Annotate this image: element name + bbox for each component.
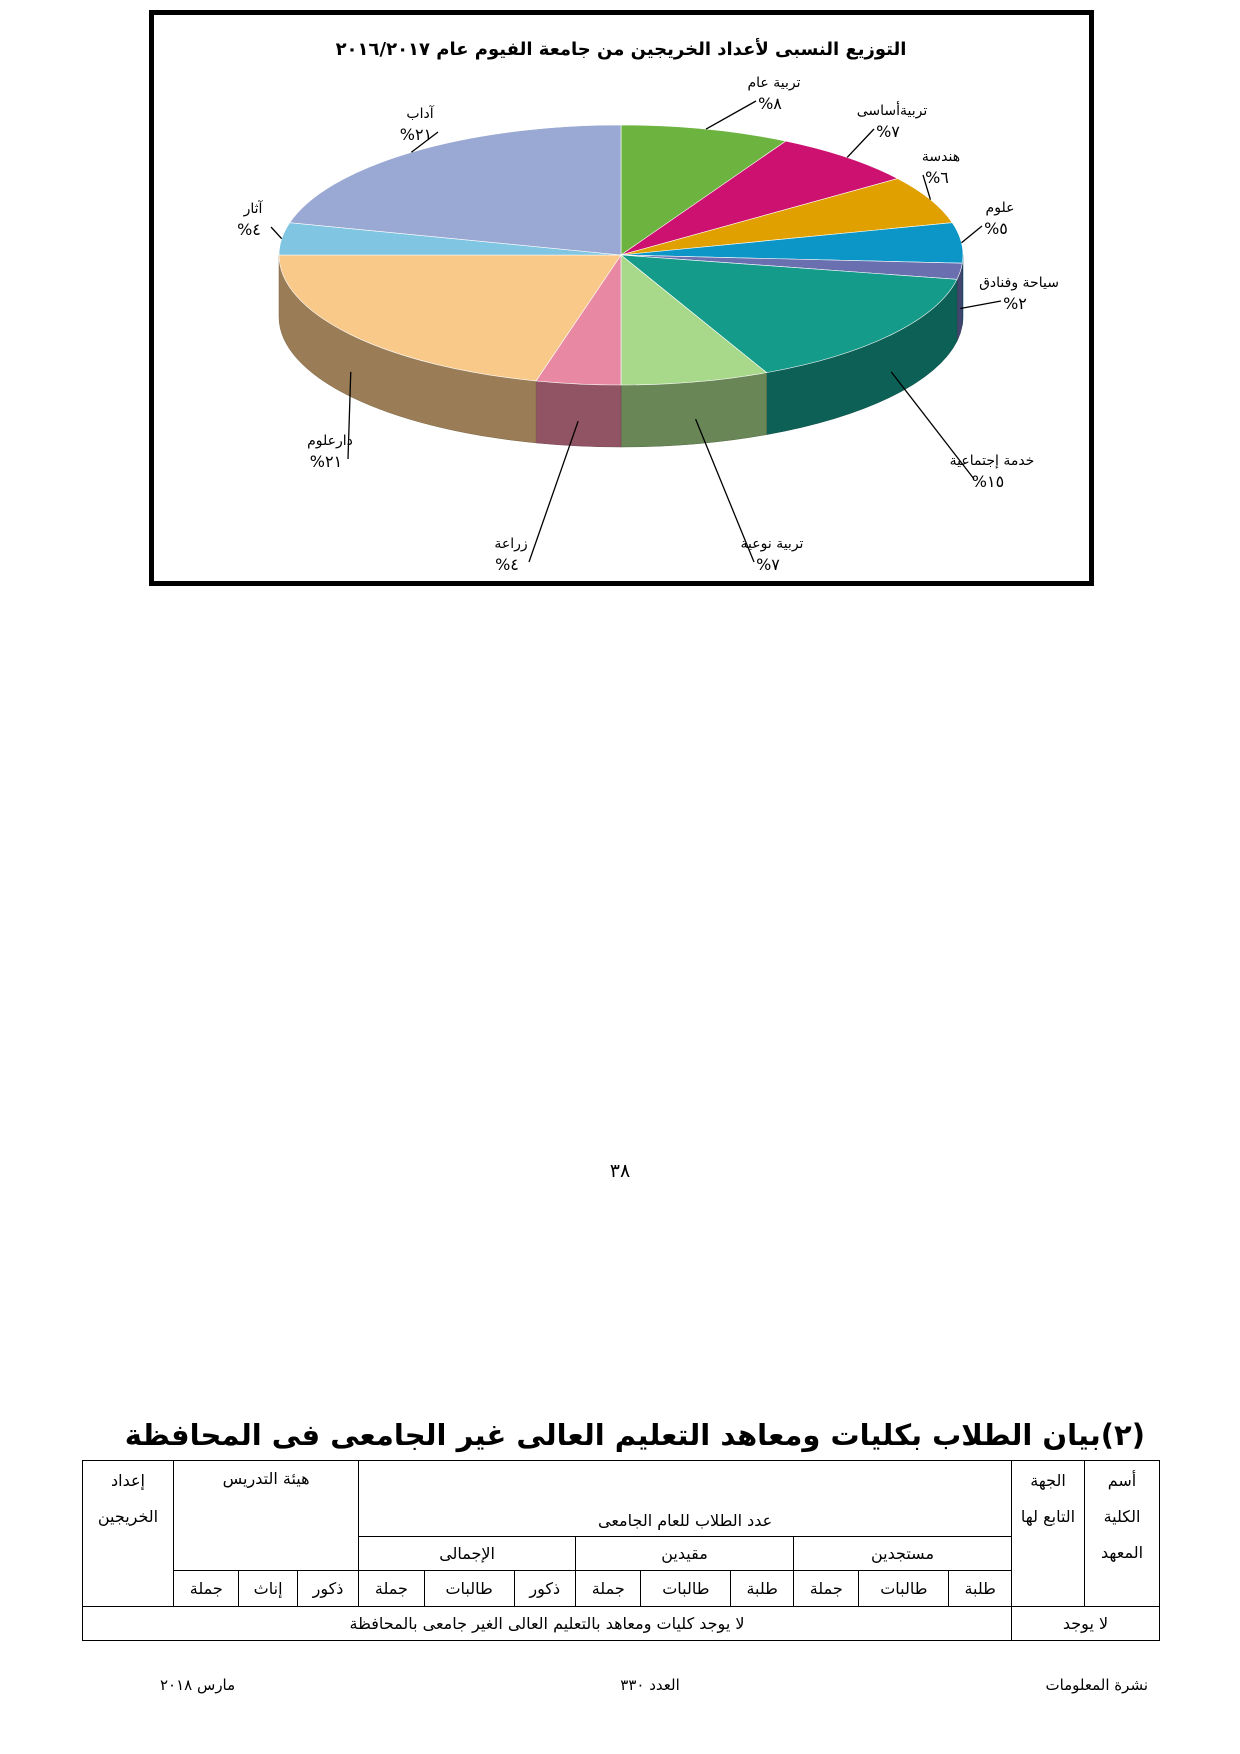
sub-header-cell: جملة [359,1571,424,1607]
slice-category-label: آثار [243,201,263,217]
sub-header-cell: جملة [174,1571,239,1607]
slice-category-label: تربية عام [747,75,801,91]
page-number: ٣٨ [609,1160,631,1182]
slice-value-label: %٢ [1003,294,1027,313]
sub-header-cell: طالبات [424,1571,514,1607]
row-none-cell: لا يوجد [1012,1607,1160,1641]
sub-header-cell: طلبة [731,1571,794,1607]
footer-issue: العدد ٣٣٠ [620,1676,680,1694]
graduates-header: إعداد الخريجين [83,1461,174,1607]
col-affiliation-header: الجهة التابع لها [1012,1461,1085,1607]
sub-header-cell: ذكور [514,1571,575,1607]
group-enrolled-header: مقيدين [576,1537,794,1571]
slice-category-label: آداب [406,106,434,122]
footer-date: مارس ٢٠١٨ [160,1676,236,1694]
sub-header-cell: طالبات [859,1571,949,1607]
leader-line [706,101,756,129]
leader-line [847,129,874,157]
col-faculty-header: أسم الكلية المعهد [1085,1461,1160,1607]
sub-header-cell: جملة [576,1571,641,1607]
slice-category-label: سياحة وفنادق [979,275,1059,291]
leader-line [961,226,982,243]
slice-category-label: دارعلوم [307,433,353,449]
sub-header-cell: إناث [239,1571,297,1607]
table-header-row [83,1461,1160,1505]
slice-value-label: %٨ [758,94,782,113]
section-title: (٢)بيان الطلاب بكليات ومعاهد التعليم العالى غير الجامعى فى المحافظة [124,1418,1145,1452]
row-note-cell: لا يوجد كليات ومعاهد بالتعليم العالى الغير جامعى بالمحافظة [83,1607,1012,1641]
group-total-header: الإجمالى [359,1537,576,1571]
slice-category-label: تربية نوعية [740,536,804,552]
pie-chart [154,15,1089,581]
chart-title: التوزيع النسبى لأعداد الخريجين من جامعة الفيوم عام ٢٠١٦/٢٠١٧ [335,39,907,60]
slice-category-label: علوم [985,200,1015,216]
slice-category-label: خدمة إجتماعية [949,453,1035,469]
footer-publication: نشرة المعلومات [1045,1676,1148,1694]
leader-line [271,227,282,239]
students-table [82,1460,1160,1641]
pie-chart-frame [149,10,1094,586]
table-subheader-row [83,1571,1160,1607]
slice-value-label: %٥ [984,219,1008,238]
table-row [83,1607,1160,1641]
sub-header-cell: جملة [794,1571,859,1607]
pie-slice-side [536,381,621,447]
slice-value-label: %٤ [237,220,261,239]
sub-header-cell: ذكور [297,1571,358,1607]
slice-category-label: زراعة [494,536,528,552]
slice-value-label: %٦ [925,168,949,187]
slice-value-label: %٧ [756,555,780,574]
slice-category-label: تربيةأساسى [856,103,928,119]
group-new-header: مستجدين [794,1537,1012,1571]
slice-value-label: %٤ [495,555,519,574]
slice-value-label: %٢١ [399,125,433,144]
leader-line [960,301,1001,308]
sub-header-cell: طلبة [949,1571,1012,1607]
staff-header: هيئة التدريس [174,1461,359,1571]
slice-value-label: %٧ [876,122,900,141]
slice-category-label: هندسة [921,149,961,165]
slice-value-label: %١٥ [971,472,1005,491]
slice-value-label: %٢١ [309,452,343,471]
students-count-header: عدد الطلاب للعام الجامعى [359,1505,1012,1537]
sub-header-cell: طالبات [641,1571,731,1607]
